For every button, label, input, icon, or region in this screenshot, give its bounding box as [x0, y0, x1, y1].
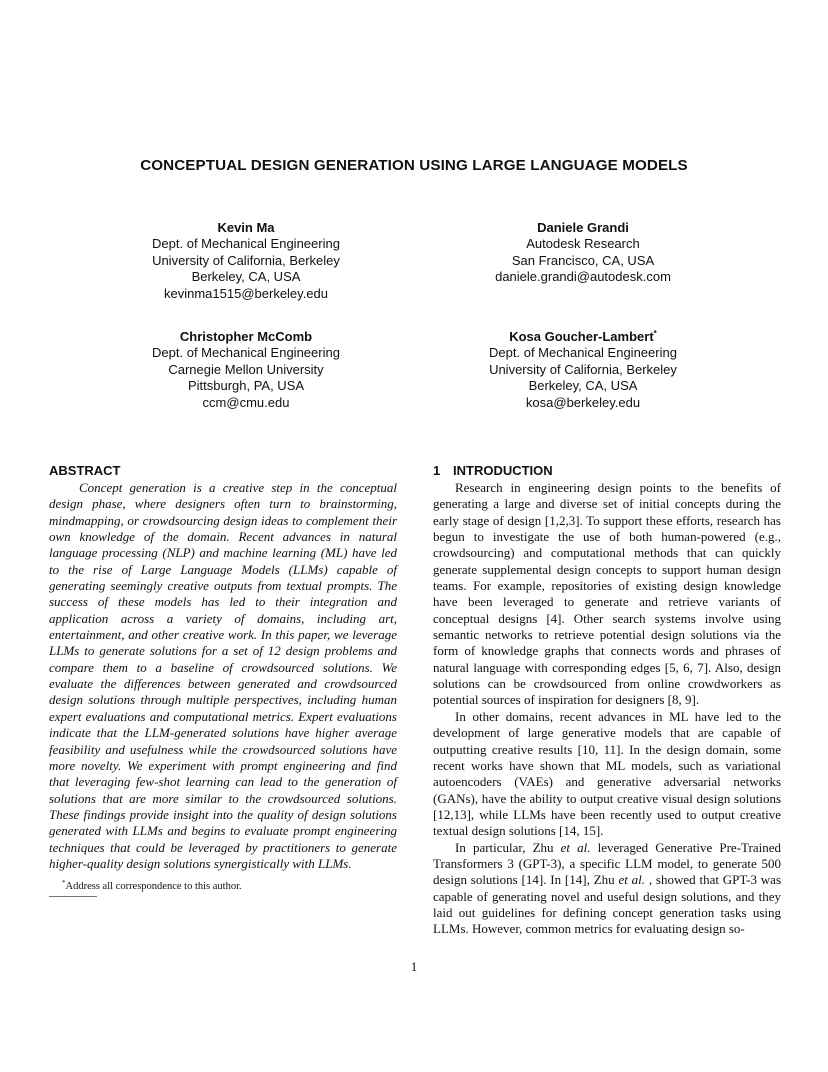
author-name: Christopher McComb	[179, 329, 313, 344]
author-location: Berkeley, CA, USA	[191, 269, 301, 285]
author-location: San Francisco, CA, USA	[511, 252, 655, 268]
introduction-section	[433, 463, 781, 938]
footnote-mark: *	[62, 879, 66, 887]
intro-paragraph: In particular, Zhu et al. leveraged Generative Pre-Trained Transformers 3 (GPT-3), a specific LLM model, to generate 500 design solutions [14]. In [14], Zhu et al. , showed that GPT-3 was capable of generating novel and useful design solutions, and they laid out guidelines for defining concept generation tasks using LLMs. However, common metrics for evaluating design so-	[433, 839, 782, 937]
author-affiliation: Dept. of Mechanical Engineering	[152, 345, 340, 361]
section-number: 1	[433, 463, 441, 478]
author-email: ccm@cmu.edu	[202, 394, 290, 410]
author-affiliation: Dept. of Mechanical Engineering	[152, 236, 340, 252]
author-email: daniele.grandi@autodesk.com	[495, 269, 671, 285]
introduction-heading	[433, 463, 781, 478]
author-name: Kevin Ma	[217, 220, 275, 235]
page-number: 1	[410, 959, 418, 974]
abstract-heading: ABSTRACT	[49, 463, 121, 478]
author-email: kosa@berkeley.edu	[525, 394, 641, 410]
author-name: Daniele Grandi	[537, 220, 629, 235]
author-affiliation: University of California, Berkeley	[152, 252, 340, 268]
abstract-text: Concept generation is a creative step in the conceptual design phase, where designers often turn to brainstorming, mindmapping, or crowdsourcing design ideas to complement their own knowledge of the domain. Recent advances in natural language processing (NLP) and machine learning (ML) have led to the rise of Large Language Models (LLMs) capable of generating seemingly creative outputs from textual prompts. The success of these models has led to their integration and application across a variety of domains, including art, entertainment, and other creative work. In this paper, we leverage LLMs to generate solutions for a set of 12 design problems and compare them to a baseline of crowdsourced solutions. We evaluate the differences between generated and crowdsourced design solutions through multiple perspectives, including human expert evaluations and computational metrics. Expert evaluations indicate that the LLM-generated solutions have higher average feasibility and usefulness while the crowdsourced solutions have more novelty. We experiment with prompt engineering and find that leveraging few-shot learning can lead to the generation of solutions that are more similar to the crowdsourced solutions. These findings provide insight into the quality of design solutions generated with LLMs and begins to evaluate prompt engineering techniques that could be leveraged by practitioners to generate higher-quality design solutions synergistically with LLMs.	[49, 480, 397, 871]
et-al-text: et al.	[560, 839, 591, 855]
author-location: Berkeley, CA, USA	[528, 378, 638, 394]
author-block	[433, 329, 733, 411]
intro-paragraph: In other domains, recent advances in ML have led to the development of large generative models that are capable of outputting creative results [10, 11]. In the design domain, some recent works have shown that ML models, such as variational autoencoders (VAEs) and generative adversarial networks (GANs), have the ability to output creative visual design solutions [12,13], while LLMs have been recently used to output creative textual design solutions [14, 15].	[433, 708, 781, 839]
intro-paragraph: Research in engineering design points to the benefits of generating a large and diverse set of initial concepts during the early stage of design [1,2,3]. To support these efforts, research has begun to investigate the use of both human-powered (e.g., crowdsourcing) and computational methods that can quickly generate supplemental design concepts to support human design teams. For example, repositories of existing design knowledge have been leveraged to generate and retrieve variants of conceptual designs [4]. Other search systems involve using semantic networks to retrieve potential design solutions via the form of knowledge graphs that connects words and phrases of natural language with corresponding edges [5, 6, 7]. Also, design solutions can be crowdsourced from online crowdworkers as potential sources of inspiration for designers [8, 9].	[433, 480, 781, 708]
footnote: *Address all correspondence to this author.	[62, 879, 242, 892]
author-block	[433, 220, 733, 286]
author-affiliation: University of California, Berkeley	[489, 361, 677, 377]
author-email: kevinma1515@berkeley.edu	[164, 285, 328, 301]
footnote-rule	[49, 896, 97, 897]
et-al-text: et al.	[618, 872, 646, 888]
author-affiliation: Autodesk Research	[526, 236, 640, 252]
author-location: Pittsburgh, PA, USA	[187, 378, 305, 394]
paper-title: CONCEPTUAL DESIGN GENERATION USING LARGE LANGUAGE MODELS	[140, 157, 688, 174]
section-title: INTRODUCTION	[453, 463, 553, 478]
author-affiliation: Dept. of Mechanical Engineering	[489, 345, 677, 361]
abstract-section	[49, 463, 397, 872]
author-block	[96, 220, 396, 302]
corresponding-author-mark: *	[653, 329, 657, 338]
author-affiliation: Carnegie Mellon University	[168, 361, 324, 377]
author-name: Kosa Goucher-Lambert*	[509, 329, 657, 344]
author-block	[96, 329, 396, 411]
